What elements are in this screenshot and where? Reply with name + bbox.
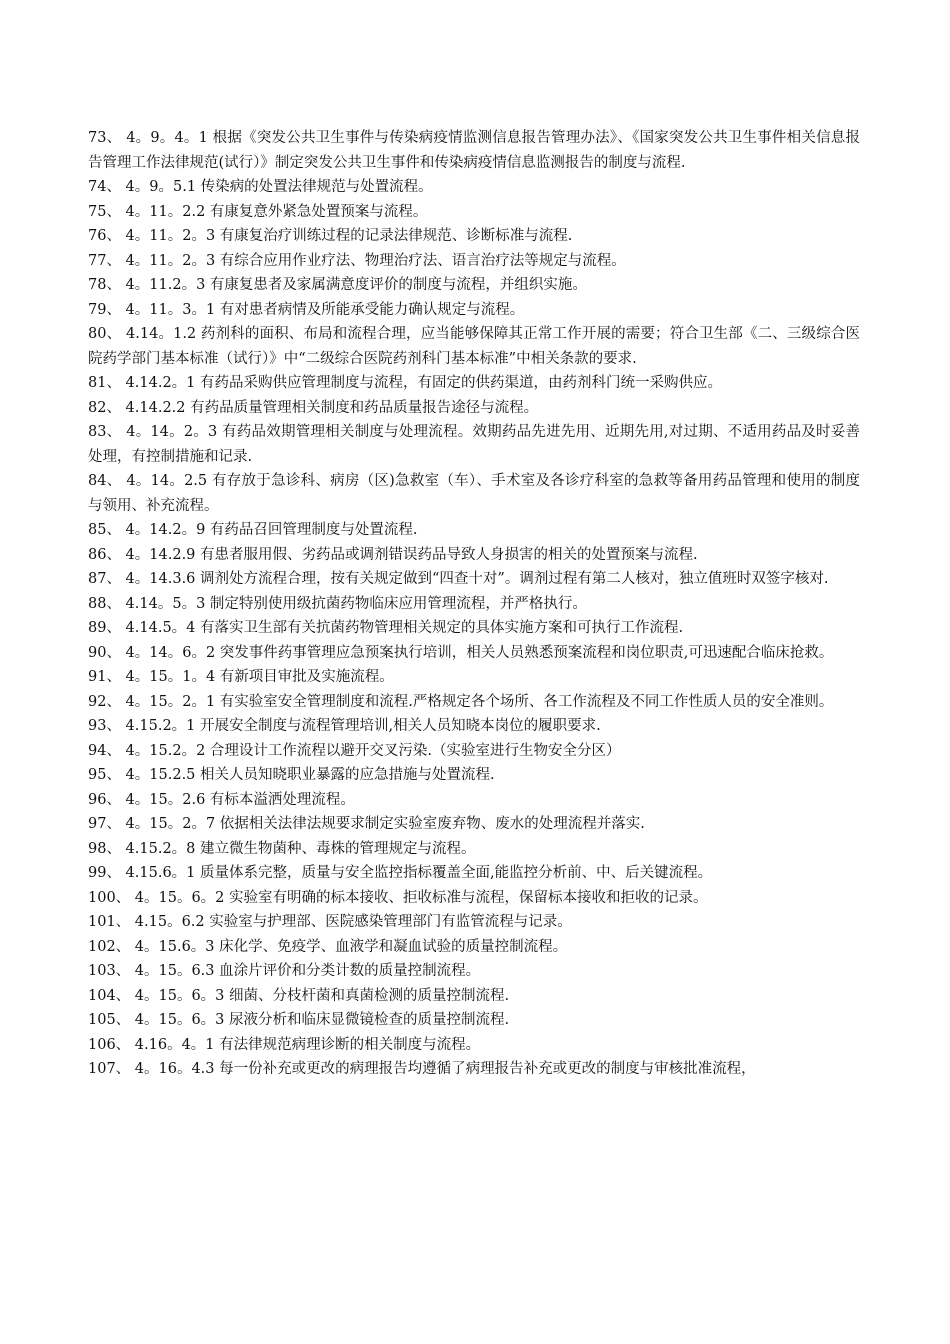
list-item: 74、 4。9。5.1 传染病的处置法律规范与处置流程。 [88, 179, 433, 195]
list-item: 99、 4.15.6。1 质量体系完整，质量与安全监控指标覆盖全面,能监控分析前、中、后关键流程。 [88, 865, 713, 881]
list-item: 85、 4。14.2。9 有药品召回管理制度与处置流程. [88, 522, 418, 538]
list-item: 87、 4。14.3.6 调剂处方流程合理，按有关规定做到“四查十对”。调剂过程有第二人核对，独立值班时双签字核对. [88, 571, 829, 587]
list-item: 83、 4。14。2。3 有药品效期管理相关制度与处理流程。效期药品先进先用、近期先用,对过期、不适用药品及时妥善处理，有控制措施和记录. [88, 424, 860, 465]
list-item: 89、 4.14.5。4 有落实卫生部有关抗菌药物管理相关规定的具体实施方案和可执行工作流程. [88, 620, 684, 636]
list-item: 88、 4.14。5。3 制定特别使用级抗菌药物临床应用管理流程，并严格执行。 [88, 595, 587, 612]
list-item: 80、 4.14。1.2 药剂科的面积、布局和流程合理，应当能够保障其正常工作开展的需要；符合卫生部《二、三级综合医院药学部门基本标准（试行）》中“二级综合医院药剂科门基本标准”中相关条款的要求. [88, 326, 860, 367]
list-item: 92、 4。15。2。1 有实验室安全管理制度和流程.严格规定各个场所、各工作流程及不同工作性质人员的安全准则。 [88, 693, 834, 710]
list-item: 75、 4。11。2.2 有康复意外紧急处置预案与流程。 [88, 203, 428, 220]
list-item: 101、 4.15。6.2 实验室与护理部、医院感染管理部门有监管流程与记录。 [88, 914, 572, 930]
document-body [88, 126, 860, 1082]
list-item: 79、 4。11。3。1 有对患者病情及所能承受能力确认规定与流程。 [88, 301, 525, 318]
list-item: 107、 4。16。4.3 每一份补充或更改的病理报告均遵循了病理报告补充或更改的制度与审核批准流程， [88, 1061, 756, 1077]
list-item: 86、 4。14.2.9 有患者服用假、劣药品或调剂错误药品导致人身损害的相关的处置预案与流程. [88, 546, 698, 563]
list-item: 100、 4。15。6。2 实验室有明确的标本接收、拒收标准与流程，保留标本接收和拒收的记录。 [88, 889, 708, 906]
list-item: 84、 4。14。2.5 有存放于急诊科、病房（区)急救室（车）、手术室及各诊疗科室的急救等备用药品管理和使用的制度与领用、补充流程。 [88, 473, 860, 514]
list-item: 103、 4。15。6.3 血涂片评价和分类计数的质量控制流程。 [88, 963, 481, 979]
list-item: 106、 4.16。4。1 有法律规范病理诊断的相关制度与流程。 [88, 1036, 481, 1053]
list-item: 96、 4。15。2.6 有标本溢洒处理流程。 [88, 791, 355, 808]
list-item: 94、 4。15.2。2 合理设计工作流程以避开交叉污染.（实验室进行生物安全分区） [88, 742, 621, 759]
list-item: 73、 4。9。4。1 根据《突发公共卫生事件与传染病疫情监测信息报告管理办法》、《国家突发公共卫生事件相关信息报告管理工作法律规范(试行）》制定突发公共卫生事件和传染病疫情信息监测报告的制度与流程. [88, 130, 860, 171]
list-item: 98、 4.15.2。8 建立微生物菌种、毒株的管理规定与流程。 [88, 840, 476, 857]
list-item: 90、 4。14。6。2 突发事件药事管理应急预案执行培训，相关人员熟悉预案流程和岗位职责,可迅速配合临床抢救。 [88, 644, 834, 661]
list-item: 91、 4。15。1。4 有新项目审批及实施流程。 [88, 669, 394, 685]
list-item: 97、 4。15。2。7 依据相关法律法规要求制定实验室废弃物、废水的处理流程并落实. [88, 816, 645, 832]
list-item: 95、 4。15.2.5 相关人员知晓职业暴露的应急措施与处置流程. [88, 767, 495, 783]
list-item: 104、 4。15。6。3 细菌、分枝杆菌和真菌检测的质量控制流程. [88, 987, 510, 1004]
list-item: 105、 4。15。6。3 尿液分析和临床显微镜检查的质量控制流程. [88, 1012, 510, 1028]
list-item: 81、 4.14.2。1 有药品采购供应管理制度与流程，有固定的供药渠道，由药剂科门统一采购供应。 [88, 375, 723, 391]
list-item: 102、 4。15.6。3 床化学、免疫学、血液学和凝血试验的质量控制流程。 [88, 938, 568, 955]
list-item: 77、 4。11。2。3 有综合应用作业疗法、物理治疗法、语言治疗法等规定与流程。 [88, 252, 626, 269]
list-item: 76、 4。11。2。3 有康复治疗训练过程的记录法律规范、诊断标准与流程. [88, 228, 573, 244]
list-item: 93、 4.15.2。1 开展安全制度与流程管理培训,相关人员知晓本岗位的履职要求. [88, 718, 601, 734]
list-item: 82、 4.14.2.2 有药品质量管理相关制度和药品质量报告途径与流程。 [88, 399, 539, 416]
list-item: 78、 4。11.2。3 有康复患者及家属满意度评价的制度与流程，并组织实施。 [88, 277, 587, 293]
